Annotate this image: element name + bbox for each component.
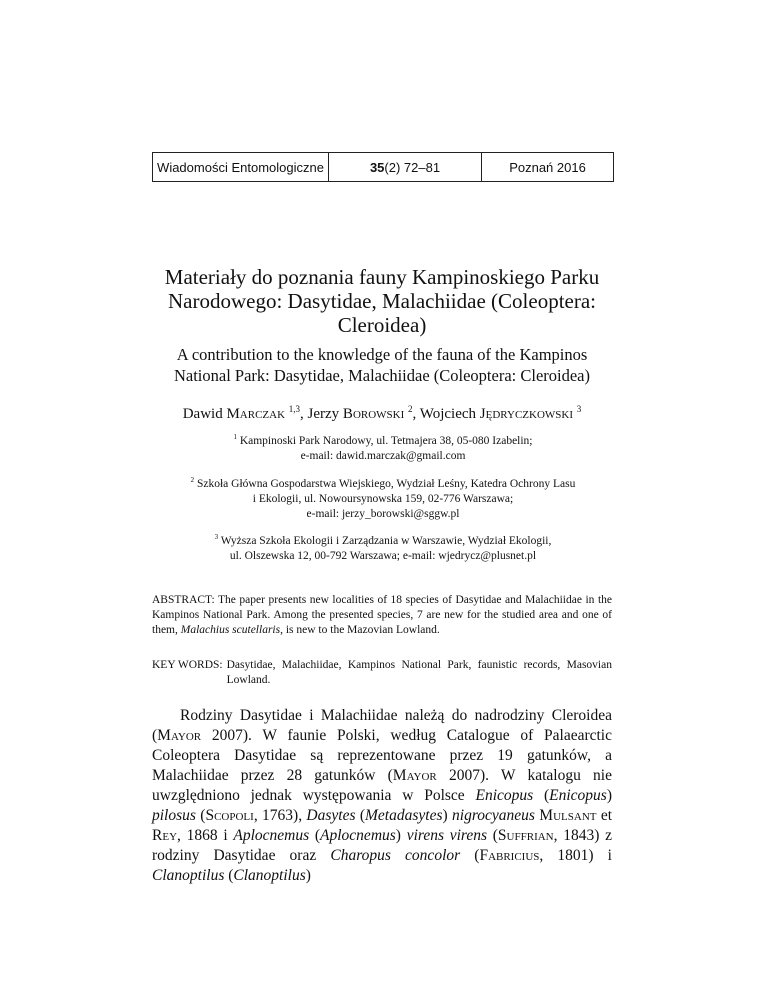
keywords bbox=[152, 658, 612, 688]
keywords-label: KEY WORDS: bbox=[152, 659, 223, 671]
journal-volume bbox=[329, 153, 482, 181]
abstract: ABSTRACT: The paper presents new localities of 18 species of Dasytidae and Malachiidae in the Kampinos National Park. Among the presented species, 7 are new for the studied area and one of them, Malachius scutellaris, is new to the Mazovian Lowland. bbox=[152, 594, 612, 636]
affiliation-1: $^1$ Kampinoski Park Narodowy, ul. Tetmajera 38, 05-080 Izabelin; e-mail: dawid.marczak@gmail.com bbox=[233, 434, 533, 462]
author-3: Wojciech Jędryczkowski $^3$ bbox=[419, 404, 582, 422]
affiliation-3: $^3$ Wyższa Szkoła Ekologii i Zarządzania w Warszawie, Wydział Ekologii, ul. Olszewska 12, 00-792 Warszawa; e-mail: wjedrycz@plusnet.pl bbox=[214, 534, 552, 562]
species-name: Malachius scutellaris bbox=[180, 624, 281, 636]
author-2: Jerzy Borowski $^2$ bbox=[307, 404, 413, 422]
journal-place-year: Poznań 2016 bbox=[509, 159, 586, 175]
paper-title: Materiały do poznania fauny Kampinoskiego Parku Narodowego: Dasytidae, Malachiidae (Coleoptera: Cleroidea) bbox=[164, 265, 600, 337]
volume-number: 35 bbox=[369, 159, 385, 175]
paper-subtitle: A contribution to the knowledge of the fauna of the Kampinos National Park: Dasytidae, Malachiidae (Coleoptera: Cleroidea) bbox=[173, 345, 590, 385]
journal-header-box bbox=[152, 152, 614, 182]
volume-pages: (2) 72–81 bbox=[384, 159, 441, 175]
author-1: Dawid Marczak $^{1,3}$ bbox=[182, 404, 301, 422]
keywords-text: Dasytidae, Malachiidae, Kampinos National Park, faunistic records, Masovian Lowland. bbox=[226, 659, 612, 686]
affiliation-2: $^2$ Szkoła Główna Gospodarstwa Wiejskiego, Wydział Leśny, Katedra Ochrony Lasu i Ekologii, ul. Nowoursynowska 159, 02-776 Warszawa; e-mail: jerzy_borowski@sggw.pl bbox=[190, 477, 576, 520]
journal-name: Wiadomości Entomologiczne bbox=[153, 153, 329, 181]
body-paragraph: Rodziny Dasytidae i Malachiidae należą do nadrodziny Cleroidea (Mayor 2007). W faunie Polski, według Catalogue of Palaearctic Coleoptera Dasytidae są reprezentowane przez 19 gatunków, a Malachiidae przez 28 gatunków (Mayor 2007). W katalogu nie uwzględniono jednak występowania w Polsce Enicopus (Enicopus) pilosus (Scopoli, 1763), Dasytes (Metadasytes) nigrocyaneus Mulsant et Rey, 1868 i Aplocnemus (Aplocnemus) virens virens (Suffrian, 1843) z rodziny Dasytidae oraz Charopus concolor (Fabricius, 1801) i Clanoptilus (Clanoptilus) bbox=[152, 707, 613, 884]
author-list: Dawid Marczak $^{1,3}$, Jerzy Borowski $^2$, Wojciech Jędryczkowski $^3$ bbox=[182, 404, 582, 422]
